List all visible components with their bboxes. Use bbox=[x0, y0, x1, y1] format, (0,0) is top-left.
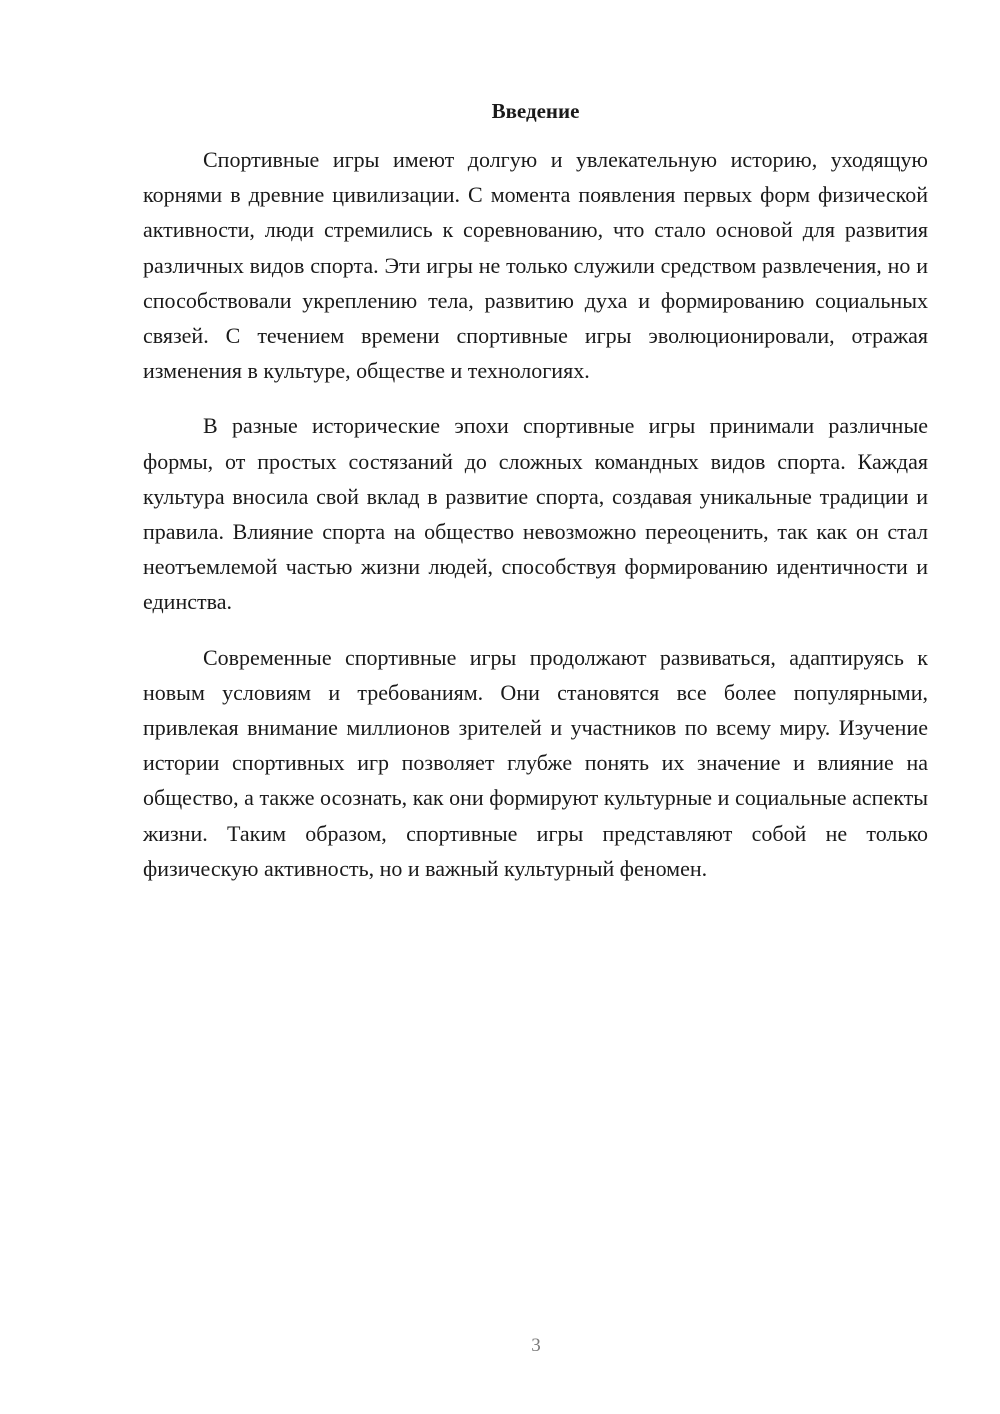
body-text bbox=[143, 142, 928, 906]
paragraph-2: В разные исторические эпохи спортивные игры принимали различные формы, от простых состязаний до сложных командных видов спорта. Каждая культура вносила свой вклад в развитие спорта, создавая уникальные традиции и правила. Влияние спорта на общество невозможно переоценить, так как он стал неотъемлемой частью жизни людей, способствуя формированию идентичности и единства. bbox=[143, 413, 928, 615]
paragraph-1: Спортивные игры имеют долгую и увлекательную историю, уходящую корнями в древние цивилизации. С момента появления первых форм физической активности, люди стремились к соревнованию, что стало основой для развития различных видов спорта. Эти игры не только служили средством развлечения, но и способствовали укреплению тела, развитию духа и формированию социальных связей. С течением времени спортивные игры эволюционировали, отражая изменения в культуре, обществе и технологиях. bbox=[143, 147, 928, 384]
page-number: 3 bbox=[531, 1335, 541, 1356]
paragraph-3: Современные спортивные игры продолжают развиваться, адаптируясь к новым условиям и требованиям. Они становятся все более популярными, привлекая внимание миллионов зрителей и участников по всему миру. Изучение истории спортивных игр позволяет глубже понять их значение и влияние на общество, а также осознать, как они формируют культурные и социальные аспекты жизни. Таким образом, спортивные игры представляют собой не только физическую активность, но и важный культурный феномен. bbox=[143, 644, 928, 881]
page-title: Введение bbox=[491, 99, 580, 123]
